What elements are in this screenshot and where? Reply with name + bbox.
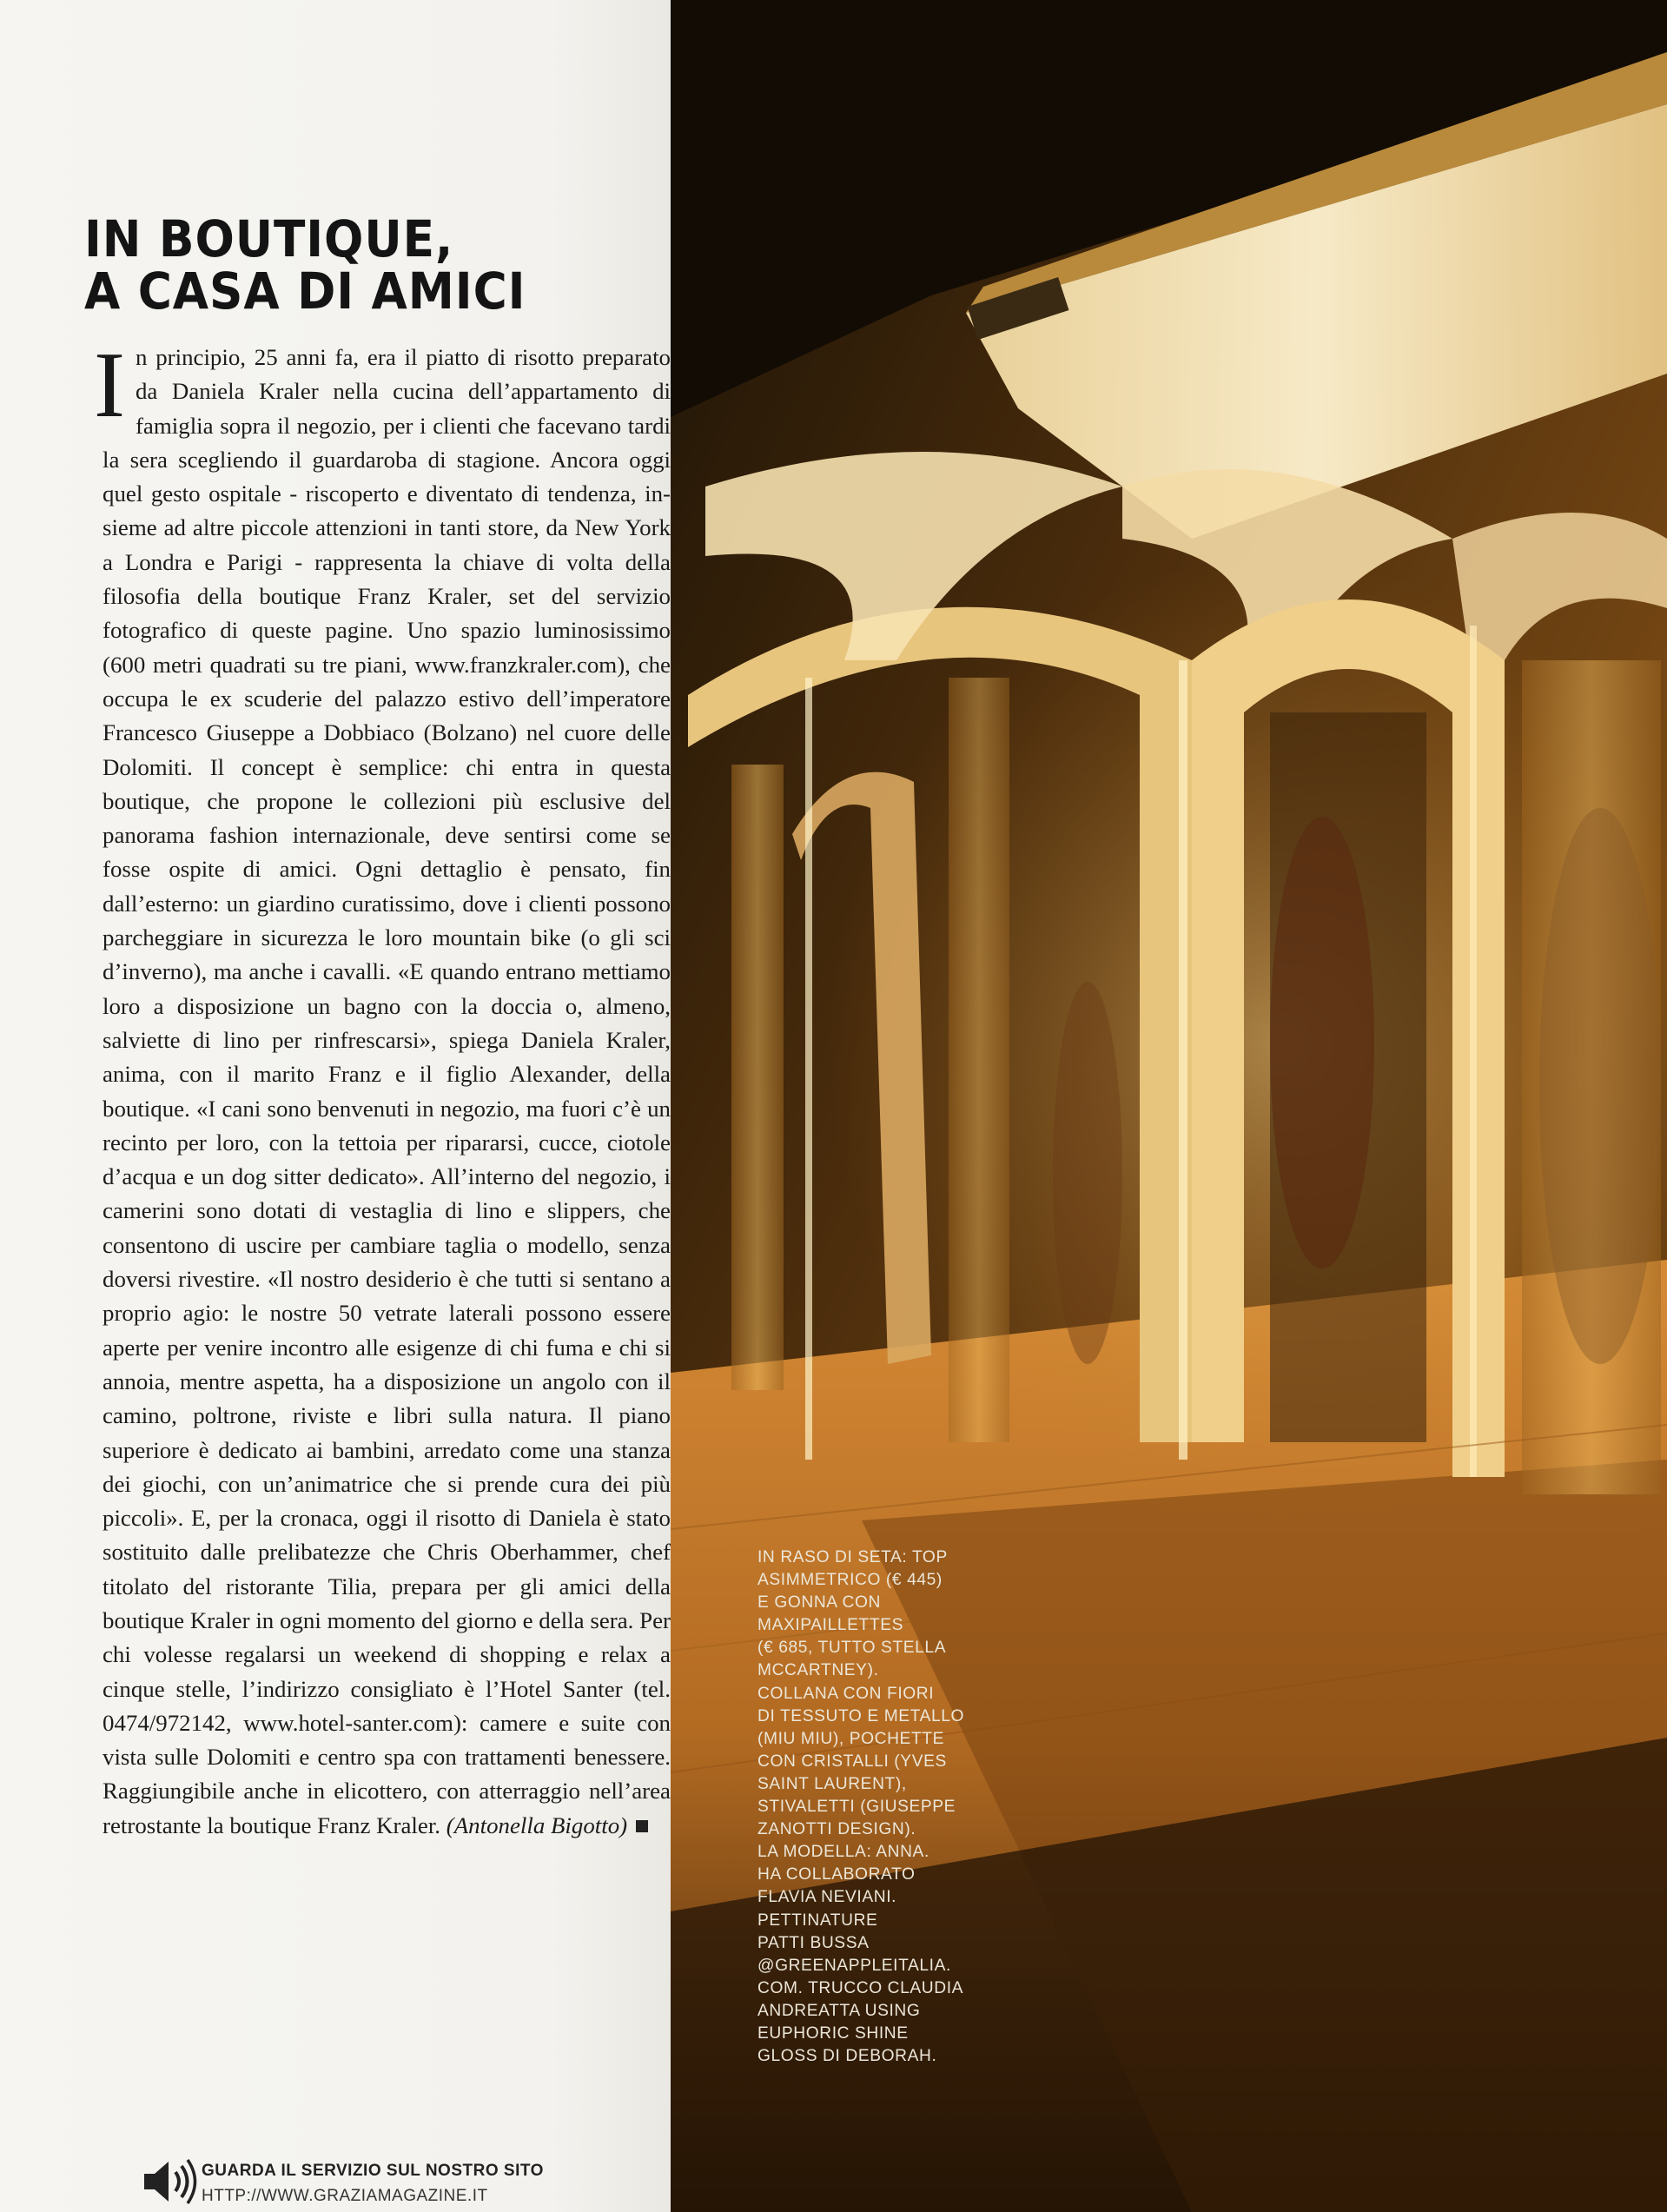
website-link[interactable]: HTTP://WWW.GRAZIAMAGAZINE.IT xyxy=(202,2187,488,2205)
headline-line-1: IN BOUTIQUE, xyxy=(84,209,454,268)
caption-line: EUPHORIC SHINE xyxy=(757,2023,909,2043)
caption-line: PATTI BUSSA xyxy=(757,1933,870,1952)
caption-line: E GONNA CON xyxy=(757,1593,881,1613)
video-link-label[interactable]: GUARDA IL SERVIZIO SUL NOSTRO SITO xyxy=(202,2162,544,2180)
caption-line: @GREENAPPLEITALIA. xyxy=(757,1956,951,1975)
drop-cap: I xyxy=(94,334,125,437)
caption-line: GLOSS DI DEBORAH. xyxy=(757,2047,937,2066)
caption-line: CON CRISTALLI (YVES xyxy=(757,1752,947,1771)
caption-line: STIVALETTI (GIUSEPPE xyxy=(757,1798,956,1817)
caption-line: FLAVIA NEVIANI. xyxy=(757,1888,897,1907)
caption-line: ZANOTTI DESIGN). xyxy=(757,1820,916,1839)
caption-line: LA MODELLA: ANNA. xyxy=(757,1843,929,1862)
headline-line-2: A CASA DI AMICI xyxy=(84,262,526,321)
caption-line: HA COLLABORATO xyxy=(757,1865,916,1884)
article-headline xyxy=(84,209,596,321)
article-column xyxy=(0,0,686,2212)
speaker-icon[interactable] xyxy=(139,2155,200,2207)
caption-line: COLLANA CON FIORI xyxy=(757,1684,935,1703)
caption-line: IN RASO DI SETA: TOP xyxy=(757,1548,948,1566)
caption-line: COM. TRUCCO CLAUDIA xyxy=(757,1978,964,1997)
caption-line: MCCARTNEY). xyxy=(757,1661,879,1680)
caption-line: ASIMMETRICO (€ 445) xyxy=(757,1571,943,1590)
photo-caption xyxy=(757,1546,1044,2068)
end-mark xyxy=(636,1820,648,1832)
article-text: n principio, 25 anni fa, era il piatto di risotto preparato da Daniela Kraler nella cucina dell’appartamento di famiglia sopra il negozio, per i clienti che facevano tardi la sera scegliendo il guardaroba di stagione. Ancora oggi quel gesto ospitale - riscoperto e diventato di tendenza, insieme ad altre piccole attenzioni in tanti store, da New York a Londra e Parigi - rappresenta la chiave di volta della filosofia della boutique Franz Kraler, set del servizio fotografico di queste pagine. Uno spazio luminosissimo (600 metri quadrati su tre piani, www.franzkraler.com), che occupa le ex scuderie del palazzo estivo dell’imperatore Francesco Giuseppe a Dobbiaco (Bolzano) nel cuore delle Dolomiti. Il concept è semplice: chi entra in questa boutique, che propone le collezioni più esclusive del panorama fashion internazionale, deve sentirsi come se fosse ospite di amici. Ogni dettaglio è pensato, fin dall’esterno: un giardino curatissimo, dove i clienti possono parcheggiare in sicurezza le loro mountain bike (o gli sci d’inverno), ma anche i cavalli. «E quando entrano mettiamo loro a disposizione un bagno con la doccia o, almeno, salviette di lino per rinfrescarsi», spiega Daniela Kraler, anima, con il marito Franz e il figlio Alexander, della boutique. «I cani sono benvenuti in negozio, ma fuori c’è un recinto per loro, con la tettoia per ripararsi, cucce, ciotole d’acqua e un dog sitter dedicato». All’interno del negozio, i camerini sono dotati di vestaglia di lino e slippers, che consentono di uscire per cambiare taglia o modello, senza doversi rivestire. «Il nostro desiderio è che tutti si sentano a proprio agio: le nostre 50 vetrate laterali possono essere aperte per venire incontro alle esigenze di chi fuma e chi si annoia, mentre aspetta, ha a disposizione un angolo con il camino, poltrone, riviste e libri sulla natura. Il piano superiore è dedicato ai bambini, arredato come una stanza dei giochi, con un’animatrice che si prende cura dei più piccoli». E, per la cronaca, oggi il risotto di Daniela è stato sostituito dalle prelibatezze che Chris Oberhammer, chef titolato del ristorante Tilia, prepara per gli amici della boutique Kraler in ogni momento del giorno e della sera. Per chi volesse regalarsi un weekend di shopping e relax a cinque stelle, l’indirizzo consigliato è l’Hotel Santer (tel. 0474/972142, www.hotel-santer.com): camere e suite con vista sulle Dolomiti e centro spa con trattamenti benessere. Raggiungibile anche in elicottero, con atterraggio nell’area retrostante la boutique Franz Kraler. xyxy=(103,344,671,1838)
caption-line: PETTINATURE xyxy=(757,1911,878,1930)
caption-line: (€ 685, TUTTO STELLA xyxy=(757,1639,947,1658)
caption-line: SAINT LAURENT), xyxy=(757,1774,907,1793)
caption-line: (MIU MIU), POCHETTE xyxy=(757,1729,944,1748)
caption-line: DI TESSUTO E METALLO xyxy=(757,1706,965,1725)
article-byline: (Antonella Bigotto) xyxy=(446,1811,628,1838)
article-body xyxy=(94,334,671,1843)
caption-line: MAXIPAILLETTES xyxy=(757,1616,903,1635)
caption-line: ANDREATTA USING xyxy=(757,2001,921,2020)
